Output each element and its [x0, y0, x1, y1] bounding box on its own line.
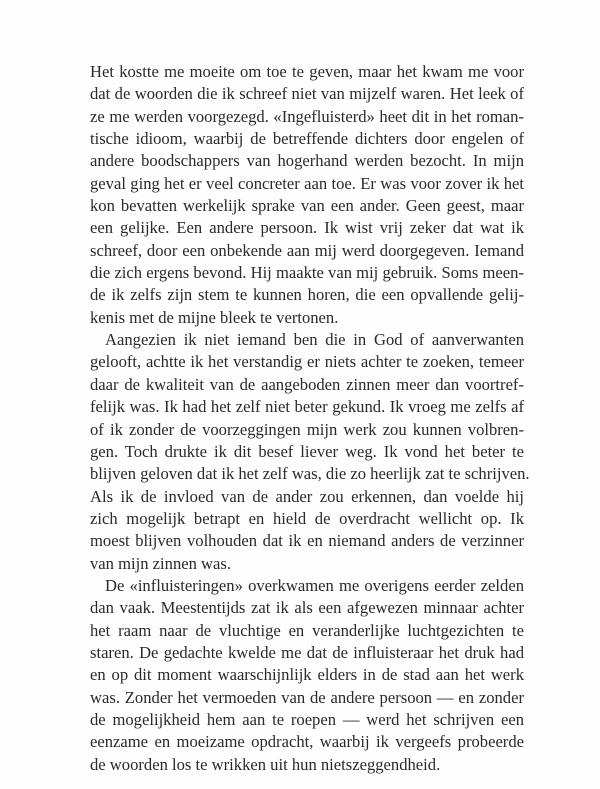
- text-line: die zich ergens bevond. Hij maakte van mij gebruik. Soms meen-: [90, 263, 524, 283]
- paragraph-3: [90, 575, 524, 776]
- text-line: gelooft, achtte ik het verstandig er niets achter te zoeken, temeer: [90, 352, 524, 372]
- text-line: het raam naar de vluchtige en veranderlijke luchtgezichten te: [90, 620, 524, 640]
- text-line: de woorden los te wrikken uit hun nietszeggendheid.: [90, 754, 441, 774]
- text-line: eenzame en moeizame opdracht, waarbij ik vergeefs probeerde: [90, 732, 524, 752]
- text-line: een gelijke. Een andere persoon. Ik wist vrij zeker dat wat ik: [90, 218, 524, 238]
- text-line: was. Zonder het vermoeden van de andere persoon — en zonder: [90, 687, 524, 707]
- text-line: gen. Toch drukte ik dit besef liever weg. Ik vond het beter te: [90, 441, 524, 461]
- text-line: dan vaak. Meestentijds zat ik als een afgewezen minnaar achter: [90, 598, 524, 618]
- text-line: van mijn zinnen was.: [90, 553, 232, 573]
- text-line: schreef, door een onbekende aan mij werd doorgegeven. Iemand: [90, 240, 524, 260]
- paragraph-2: [90, 329, 530, 575]
- text-line: zich mogelijk betrapt en hield de overdracht wellicht op. Ik: [90, 508, 524, 528]
- paragraph-1: [90, 61, 524, 329]
- text-line: de ik zelfs zijn stem te kunnen horen, die een opvallende gelij-: [90, 285, 524, 305]
- text-line: de mogelijkheid hem aan te roepen — werd het schrijven een: [90, 709, 524, 729]
- text-line: kenis met de mijne bleek te vertonen.: [90, 307, 339, 327]
- text-line: ze me werden voorgezegd. «Ingefluisterd» heet dit in het roman-: [90, 106, 524, 126]
- text-line: Aangezien ik niet iemand ben die in God of aanverwanten: [105, 330, 524, 350]
- text-line: andere boodschappers van hogerhand werden bezocht. In mijn: [90, 151, 524, 171]
- text-line: dat de woorden die ik schreef niet van mijzelf waren. Het leek of: [90, 84, 524, 104]
- text-line: blijven geloven dat ik het zelf was, die zo heerlijk zat te schrijven.: [90, 464, 530, 484]
- text-line: felijk was. Ik had het zelf niet beter gekund. Ik vroeg me zelfs af: [90, 397, 524, 417]
- text-line: Als ik de invloed van de ander zou erkennen, dan voelde hij: [90, 486, 524, 506]
- text-line: De «influisteringen» overkwamen me overigens eerder zelden: [105, 575, 524, 595]
- text-line: tische idioom, waarbij de betreffende dichters door engelen of: [90, 129, 524, 149]
- text-line: daar de kwaliteit van de aangeboden zinnen meer dan voortref-: [90, 374, 524, 394]
- text-line: of ik zonder de voorzeggingen mijn werk zou kunnen volbren-: [90, 419, 524, 439]
- book-page: [90, 61, 530, 776]
- text-line: staren. De gedachte kwelde me dat de influisteraar het druk had: [90, 642, 524, 662]
- text-line: geval ging het er veel concreter aan toe. Er was voor zover ik het: [90, 173, 524, 193]
- text-line: en op dit moment waarschijnlijk elders in de stad aan het werk: [90, 665, 524, 685]
- text-line: Het kostte me moeite om toe te geven, maar het kwam me voor: [90, 62, 524, 81]
- text-line: kon bevatten werkelijk sprake van een ander. Geen geest, maar: [90, 196, 524, 216]
- text-line: moest blijven volhouden dat ik en niemand anders de verzinner: [90, 531, 524, 551]
